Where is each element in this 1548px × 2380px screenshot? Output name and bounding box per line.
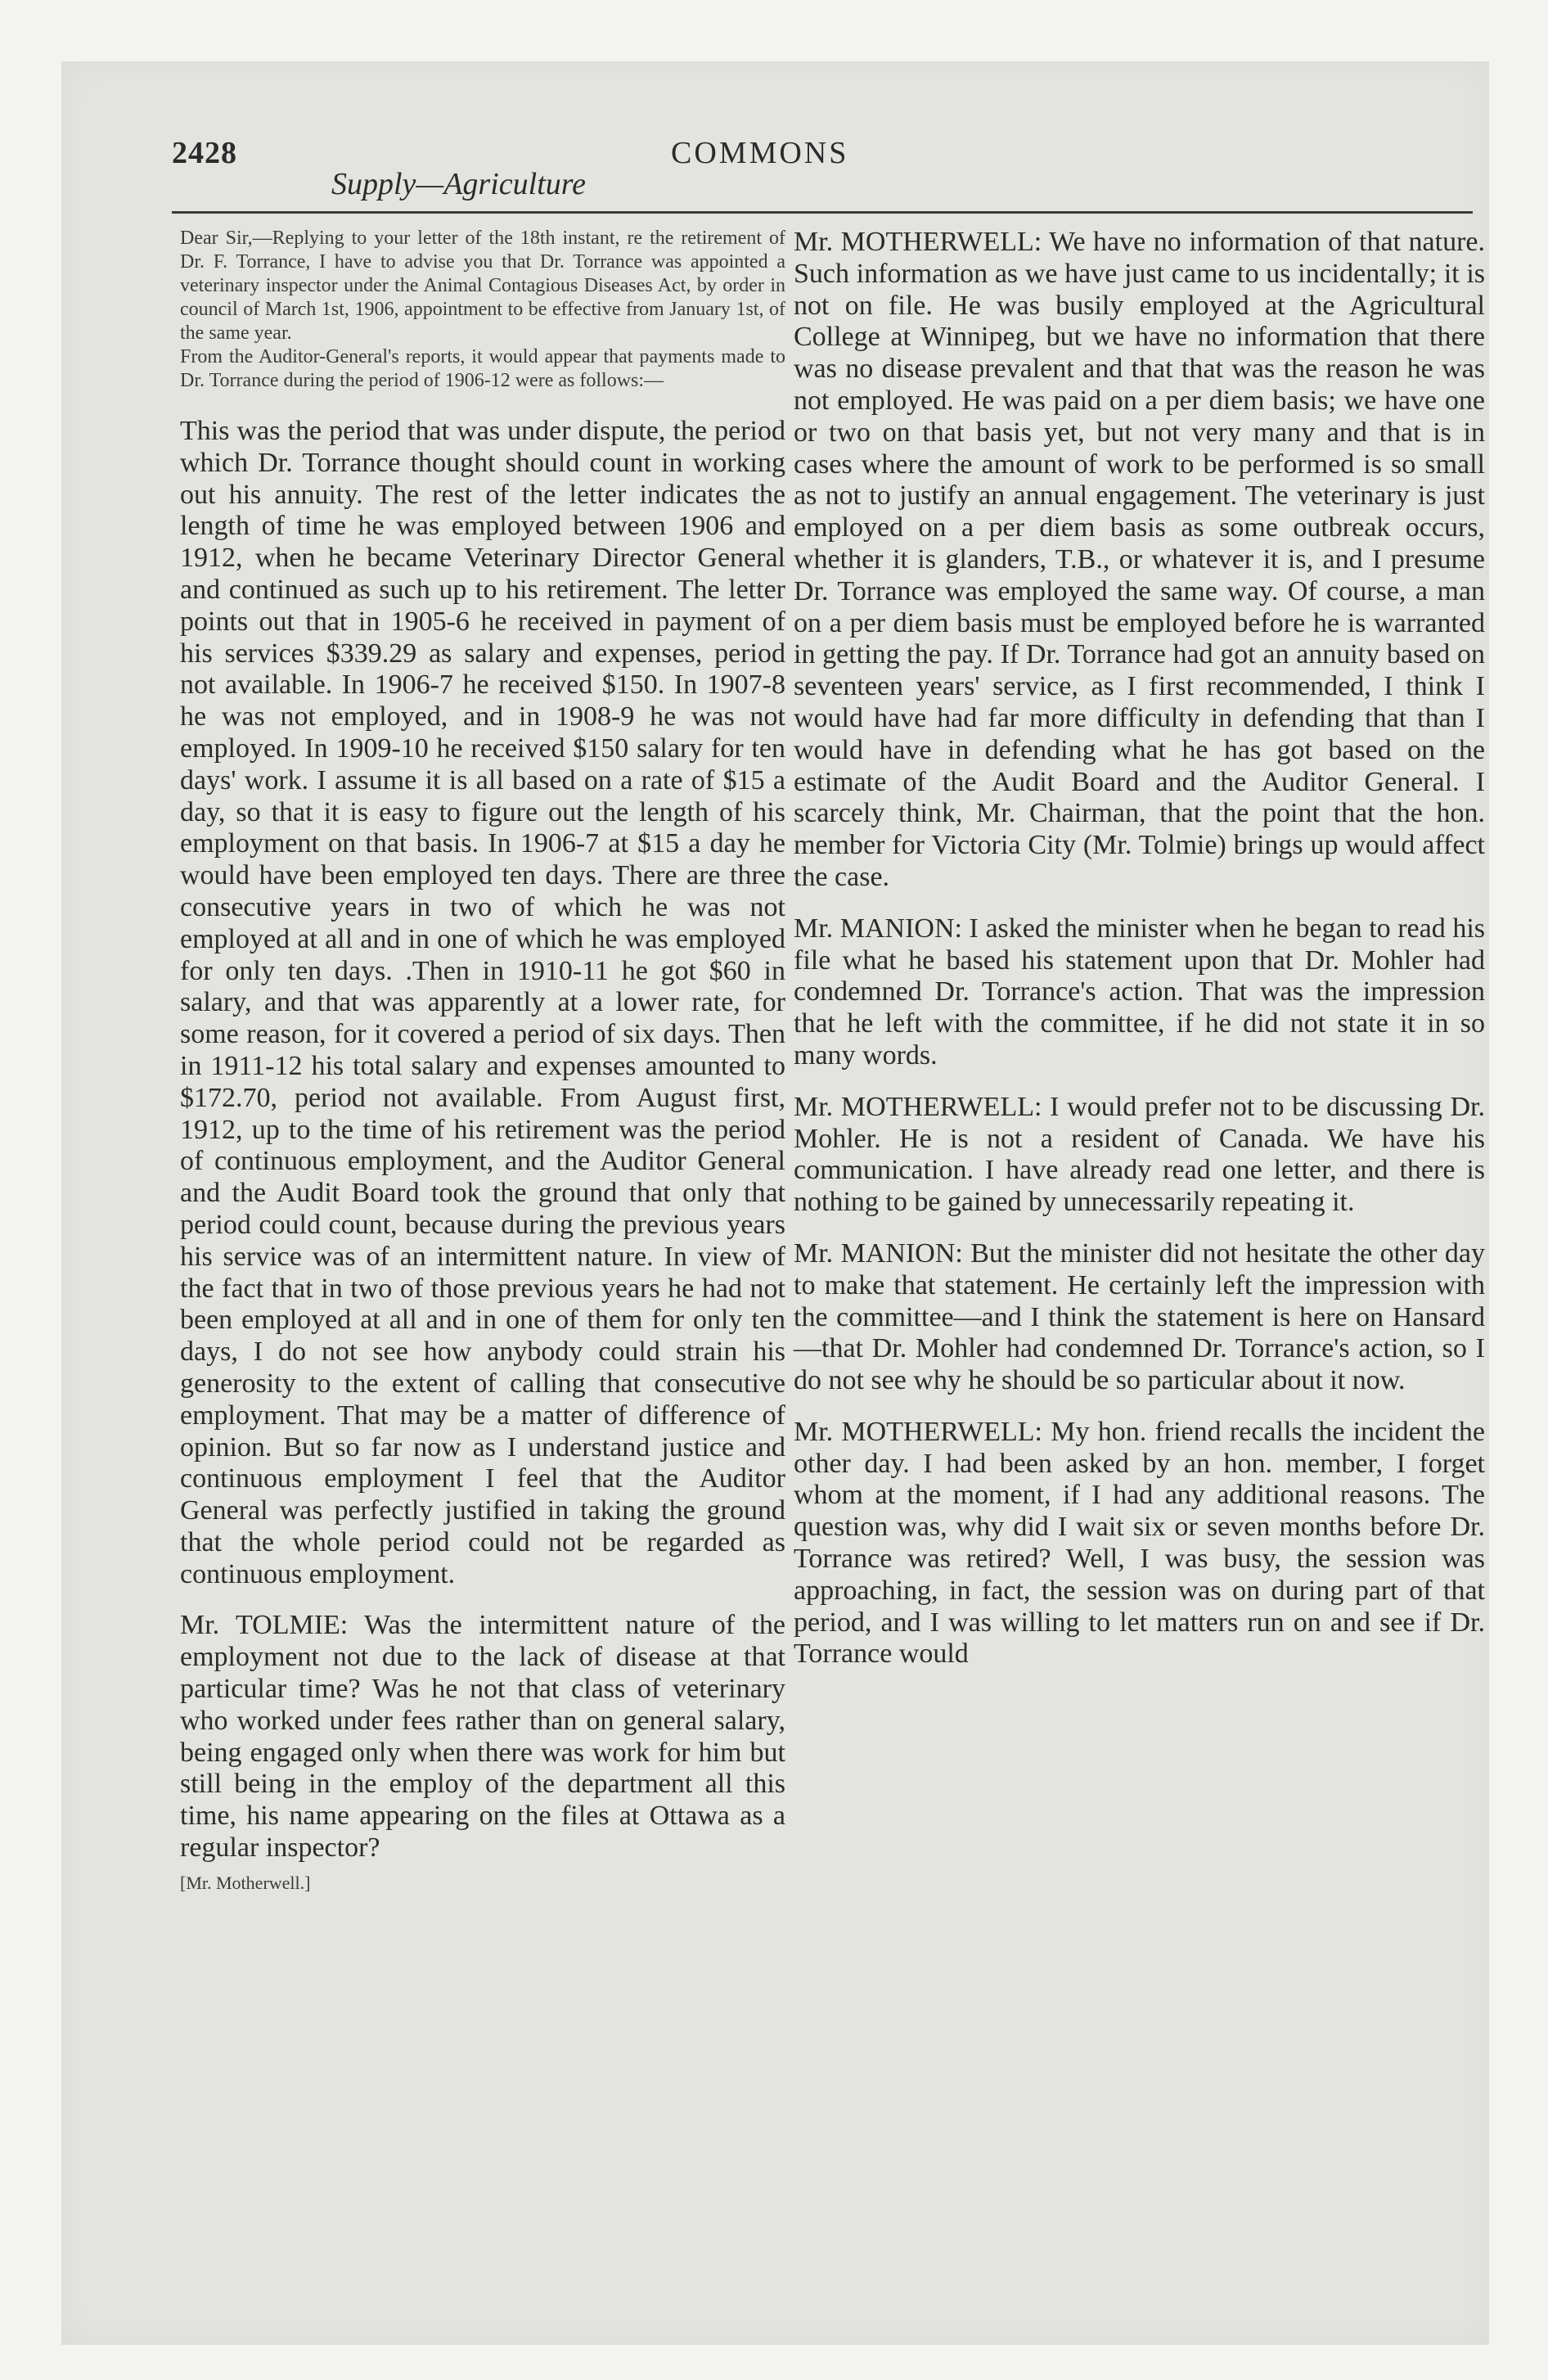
quoted-letter-paragraph: From the Auditor-General's reports, it would appear that payments made to Dr. Torrance during the period of 1906-12 were as follows:— — [180, 346, 785, 391]
speech-motherwell: Mr. MOTHERWELL: My hon. friend recalls the incident the other day. I had been asked by an hon. member, I forget whom at the moment, if I had any additional reasons. The question was, why did I wait six or seven months before Dr. Torrance was retired? Well, I was busy, the session was approaching, in fact, the session was on during part of that period, and I was willing to let matters run on and see if Dr. Torrance would — [794, 1416, 1485, 1670]
running-title: COMMONS — [671, 136, 849, 170]
speech-motherwell: Mr. MOTHERWELL: I would prefer not to be discussing Dr. Mohler. He is not a resident of Canada. We have his communication. I have already read one letter, and there is nothing to be gained by unnecessarily repeating it. — [794, 1091, 1485, 1218]
page-number: 2428 — [172, 136, 237, 170]
header-rule — [172, 211, 1473, 214]
speech-motherwell: Mr. MOTHERWELL: We have no information of that nature. Such information as we have just came to us incidentally; it is not on file. He was busily employed at the Agricultural College at Winnipeg, but we have no information that there was no disease prevalent and that that was the reason he was not employed. He was paid on a per diem basis; we have one or two on that basis yet, but not very many and that is in cases where the amount of work to be performed is so small as not to justify an annual engagement. The veterinary is just employed on a per diem basis as some outbreak occurs, whether it is glanders, T.B., or whatever it is, and I presume Dr. Torrance was employed the same way. Of course, a man on a per diem basis must be employed before he is warranted in getting the pay. If Dr. Torrance had got an annuity based on seventeen years' service, as I first recommended, I think I would have had far more difficulty in defending that than I would have in defending what he has got based on the estimate of the Audit Board and the Auditor General. I scarcely think, Mr. Chairman, that the point that the hon. member for Victoria City (Mr. Tolmie) brings up would affect the case. — [794, 227, 1485, 892]
speech-manion: Mr. MANION: But the minister did not hesitate the other day to make that statement. He certainly left the impression with the committee—and I think the statement is here on Hansard—that Dr. Mohler had condemned Dr. Torrance's action, so I do not see why he should be so particular about it now. — [794, 1237, 1485, 1396]
speaker-credit: [Mr. Motherwell.] — [180, 1872, 311, 1893]
speech-tolmie: Mr. TOLMIE: Was the intermittent nature of the employment not due to the lack of disease at that particular time? Was he not that class of veterinary who worked under fees rather than on general salary, being engaged only when there was work for him but still being in the employ of the department all this time, his name appearing on the files at Ottawa as a regular inspector? — [180, 1610, 785, 1864]
section-title: Supply—Agriculture — [331, 167, 586, 201]
quoted-letter-paragraph: Dear Sir,—Replying to your letter of the 18th instant, re the retirement of Dr. F. Torrance, I have to advise you that Dr. Torrance was appointed a veterinary inspector under the Animal Contagious Diseases Act, by order in council of March 1st, 1906, appointment to be effective from January 1st, of the same year. — [180, 228, 785, 344]
page-header — [61, 61, 1489, 217]
document-page — [61, 61, 1489, 2345]
speech-manion: Mr. MANION: I asked the minister when he began to read his file what he based his statement upon that Dr. Mohler had condemned Dr. Torrance's action. That was the impression that he left with the committee, if he did not state it in so many words. — [794, 913, 1485, 1071]
right-column — [794, 227, 1485, 1670]
body-paragraph: This was the period that was under dispute, the period which Dr. Torrance thought should count in working out his annuity. The rest of the letter indicates the length of time he was employed between 1906 and 1912, when he became Veterinary Director General and continued as such up to his retirement. The letter points out that in 1905-6 he received in payment of his services $339.29 as salary and expenses, period not available. In 1906-7 he received $150. In 1907-8 he was not employed, and in 1908-9 he was not employed. In 1909-10 he received $150 salary for ten days' work. I assume it is all based on a rate of $15 a day, so that it is easy to figure out the length of his employment on that basis. In 1906-7 at $15 a day he would have been employed ten days. There are three consecutive years in two of which he was not employed at all and in one of which he was employed for only ten days. .Then in 1910-11 he got $60 in salary, and that was apparently at a lower rate, for some reason, for it covered a period of six days. Then in 1911-12 his total salary and expenses amounted to $172.70, period not available. From August first, 1912, up to the time of his retirement was the period of continuous employment, and the Auditor General and the Audit Board took the ground that only that period could count, because during the previous years his service was of an intermittent nature. In view of the fact that in two of those previous years he had not been employed at all and in one of them for only ten days, I do not see how anybody could strain his generosity to the extent of calling that consecutive employment. That may be a matter of difference of opinion. But so far now as I understand justice and continuous employment I feel that the Auditor General was perfectly justified in taking the ground that the whole period could not be regarded as continuous employment. — [180, 416, 785, 1589]
left-column — [180, 227, 785, 1894]
